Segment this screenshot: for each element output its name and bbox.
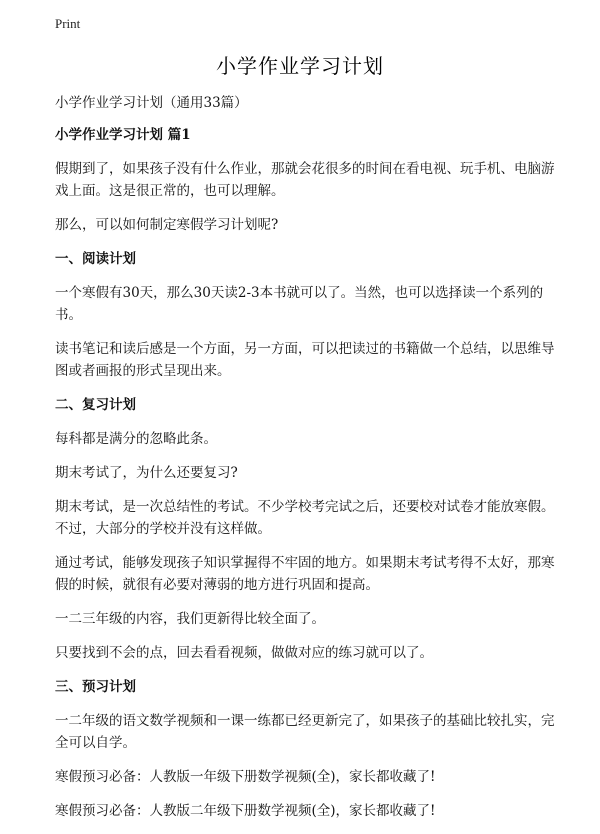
paragraph: 寒假预习必备：人教版一年级下册数学视频(全)，家长都收藏了! bbox=[55, 769, 436, 785]
paragraph: 通过考试，能够发现孩子知识掌握得不牢固的地方。如果期末考试考得不太好，那寒假的时候，就很有必要对薄弱的地方进行巩固和提高。 bbox=[55, 555, 555, 593]
document-body bbox=[55, 92, 560, 834]
print-link[interactable]: Print bbox=[55, 16, 81, 31]
paragraph: 期末考试，是一次总结性的考试。不少学校考完试之后，还要校对试卷才能放寒假。不过，大部分的学校并没有这样做。 bbox=[55, 499, 555, 537]
heading-preview-plan: 三、预习计划 bbox=[55, 679, 136, 695]
paragraph: 一二年级的语文数学视频和一课一练都已经更新完了，如果孩子的基础比较扎实，完全可以自学。 bbox=[55, 713, 555, 751]
section-title: 小学作业学习计划 篇1 bbox=[55, 127, 191, 143]
paragraph: 假期到了，如果孩子没有什么作业，那就会花很多的时间在看电视、玩手机、电脑游戏上面。这是很正常的，也可以理解。 bbox=[55, 161, 555, 199]
paragraph: 那么，可以如何制定寒假学习计划呢? bbox=[55, 217, 279, 233]
paragraph: 每科都是满分的忽略此条。 bbox=[55, 431, 217, 447]
paragraph: 读书笔记和读后感是一个方面，另一方面，可以把读过的书籍做一个总结，以思维导图或者画报的形式呈现出来。 bbox=[55, 341, 555, 379]
paragraph: 期末考试了，为什么还要复习? bbox=[55, 465, 238, 481]
paragraph: 一二三年级的内容，我们更新得比较全面了。 bbox=[55, 611, 325, 627]
page-title: 小学作业学习计划 bbox=[216, 54, 384, 78]
paragraph: 只要找到不会的点，回去看看视频，做做对应的练习就可以了。 bbox=[55, 645, 433, 661]
paragraph: 寒假预习必备：人教版二年级下册数学视频(全)，家长都收藏了! bbox=[55, 803, 436, 819]
document-subtitle: 小学作业学习计划（通用33篇） bbox=[55, 95, 248, 111]
heading-review-plan: 二、复习计划 bbox=[55, 397, 136, 413]
heading-reading-plan: 一、阅读计划 bbox=[55, 251, 136, 267]
paragraph: 一个寒假有30天，那么30天读2-3本书就可以了。当然，也可以选择读一个系列的书。 bbox=[55, 285, 544, 323]
